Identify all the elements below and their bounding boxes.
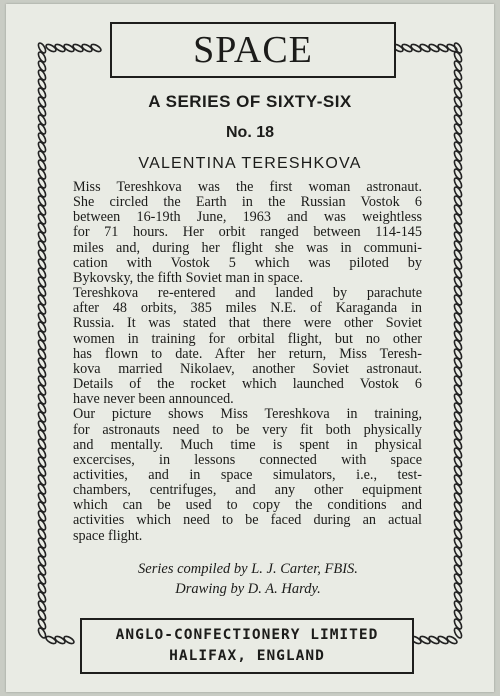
- body-line: women in training for orbital flight, but no other: [73, 330, 422, 347]
- body-line: for astronauts need to be very fit both physically: [73, 421, 422, 438]
- body-line: after 48 orbits, 385 miles N.E. of Karaganda in: [73, 300, 422, 317]
- credits: [98, 559, 398, 599]
- body-line: have never been announced.: [73, 391, 234, 408]
- card-number: No. 18: [225, 124, 274, 141]
- body-line: between 16-19th June, 1963 and was weightless: [73, 209, 422, 226]
- body-line: Bykovsky, the fifth Soviet man in space.: [73, 269, 303, 286]
- trading-card-back: [6, 4, 494, 692]
- card-title: SPACE: [193, 29, 313, 71]
- body-line: Miss Tereshkova was the first woman astronaut.: [73, 179, 422, 195]
- title-box: [110, 22, 396, 78]
- body-line: miles and, during her flight she was in communi-: [73, 239, 422, 256]
- body-line: Our picture shows Miss Tereshkova in training,: [73, 406, 422, 423]
- series-heading: A SERIES OF SIXTY-SIX: [148, 92, 352, 111]
- body-line: kova married Nikolaev, another Soviet astronaut.: [73, 360, 422, 377]
- body-text: [73, 180, 422, 544]
- subject-heading: VALENTINA TERESHKOVA: [138, 155, 362, 172]
- body-line: Details of the rocket which launched Vostok 6: [73, 376, 422, 393]
- body-line: which can be used to copy the conditions and: [73, 497, 422, 514]
- manufacturer-location: HALIFAX, ENGLAND: [169, 648, 325, 664]
- body-line: has flown to date. After her return, Miss Teresh-: [73, 345, 422, 362]
- manufacturer-name: ANGLO-CONFECTIONERY LIMITED: [115, 627, 379, 643]
- body-line: activities which need to be faced during an actual: [73, 512, 422, 529]
- body-line: Russia. It was stated that there were other Soviet: [73, 315, 422, 332]
- body-line: excercises, in lessons connected with space: [73, 451, 422, 468]
- body-line: activities, and in space simulators, i.e., test-: [73, 466, 422, 483]
- body-line: for 71 hours. Her orbit ranged between 114-145: [73, 224, 422, 241]
- body-line: cation with Vostok 5 which was piloted by: [73, 254, 422, 271]
- body-line: and mentally. Much time is spent in physical: [73, 436, 422, 453]
- body-line: Tereshkova re-entered and landed by parachute: [73, 285, 422, 302]
- body-line: She circled the Earth in the Russian Vostok 6: [73, 194, 422, 211]
- drawing-credit: Drawing by D. A. Hardy.: [175, 581, 321, 597]
- manufacturer-box: [80, 618, 414, 674]
- body-line: space flight.: [73, 527, 143, 544]
- series-credit: Series compiled by L. J. Carter, FBIS.: [138, 561, 358, 577]
- body-line: chambers, centrifuges, and any other equipment: [73, 482, 422, 499]
